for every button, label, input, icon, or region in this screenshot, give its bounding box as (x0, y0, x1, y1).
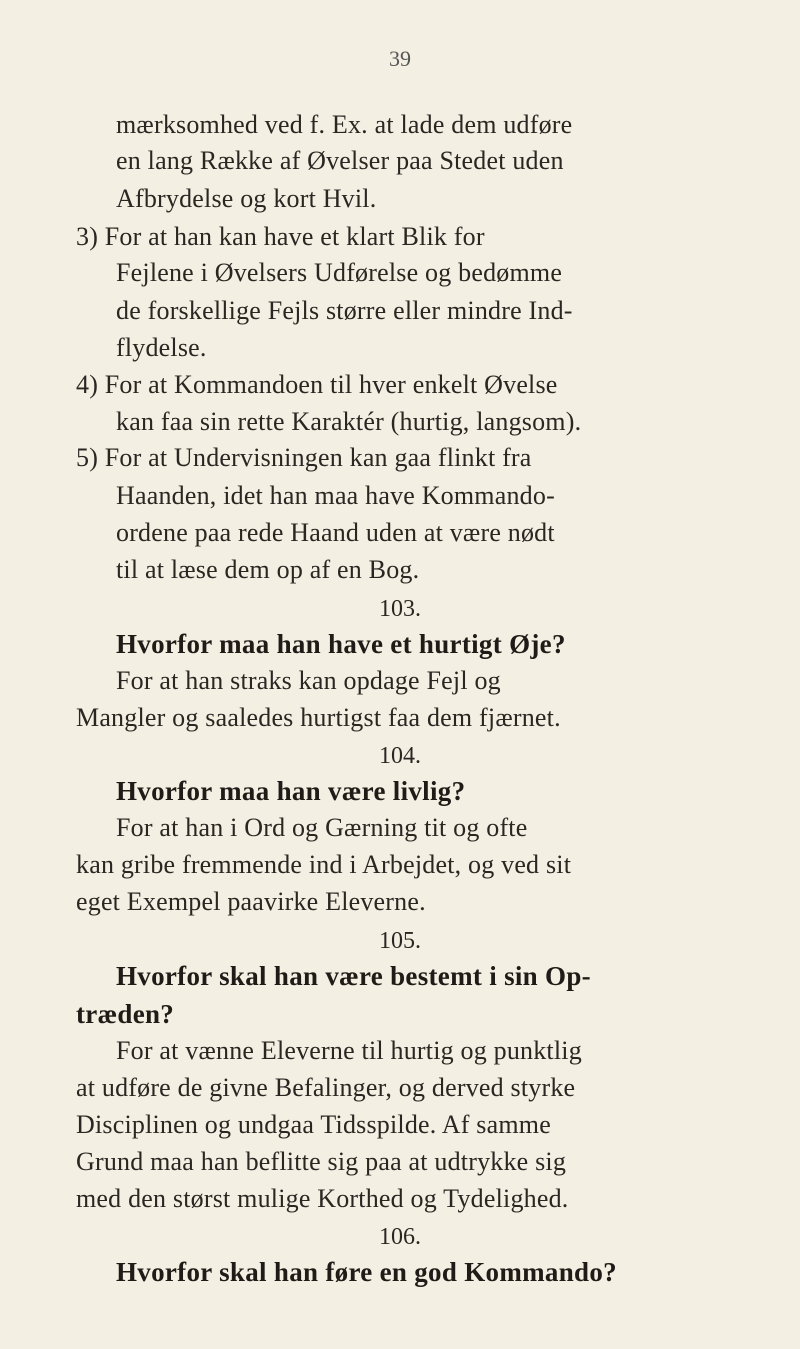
section-number: 105. (379, 928, 421, 954)
list-item-5: 5) For at Undervisningen kan gaa flinkt fra (76, 443, 532, 472)
question-heading: Hvorfor skal han være bestemt i sin Op- (116, 961, 591, 991)
text-line: Haanden, idet han maa have Kommando- (116, 481, 555, 510)
question-heading: Hvorfor maa han være livlig? (116, 776, 466, 806)
text-line: til at læse dem op af en Bog. (116, 555, 420, 584)
section-number: 106. (379, 1224, 421, 1250)
list-item-3: 3) For at han kan have et klart Blik for (76, 222, 485, 251)
text-line: en lang Række af Øvelser paa Stedet uden (116, 146, 564, 175)
list-item-4: 4) For at Kommandoen til hver enkelt Øvelse (76, 370, 558, 399)
question-heading-continued: træden? (76, 999, 175, 1029)
text-line: at udføre de givne Befalinger, og derved styrke (76, 1073, 576, 1102)
section-number: 104. (379, 743, 421, 769)
question-heading: Hvorfor skal han føre en god Kommando? (116, 1257, 617, 1287)
text-line: mærksomhed ved f. Ex. at lade dem udføre (116, 110, 573, 139)
text-line: med den størst mulige Korthed og Tydelighed. (76, 1184, 569, 1213)
text-line: Grund maa han beflitte sig paa at udtrykke sig (76, 1147, 567, 1176)
text-line: Mangler og saaledes hurtigst faa dem fjærnet. (76, 703, 561, 732)
page-number: 39 (389, 46, 411, 71)
text-line: kan gribe fremmende ind i Arbejdet, og ved sit (76, 850, 572, 879)
text-line: For at vænne Eleverne til hurtig og punktlig (116, 1036, 582, 1065)
section-number: 103. (379, 596, 421, 622)
text-line: ordene paa rede Haand uden at være nødt (116, 518, 555, 547)
text-line: flydelse. (116, 333, 207, 362)
text-line: kan faa sin rette Karaktér (hurtig, langsom). (116, 407, 582, 436)
text-line: eget Exempel paavirke Eleverne. (76, 887, 426, 916)
text-line: Disciplinen og undgaa Tidsspilde. Af samme (76, 1110, 551, 1139)
text-line: Fejlene i Øvelsers Udførelse og bedømme (116, 258, 563, 287)
text-line: de forskellige Fejls større eller mindre Ind- (116, 296, 573, 325)
question-heading: Hvorfor maa han have et hurtigt Øje? (116, 629, 566, 659)
text-line: For at han straks kan opdage Fejl og (116, 666, 501, 695)
text-line: For at han i Ord og Gærning tit og ofte (116, 813, 528, 842)
text-line: Afbrydelse og kort Hvil. (116, 184, 377, 213)
